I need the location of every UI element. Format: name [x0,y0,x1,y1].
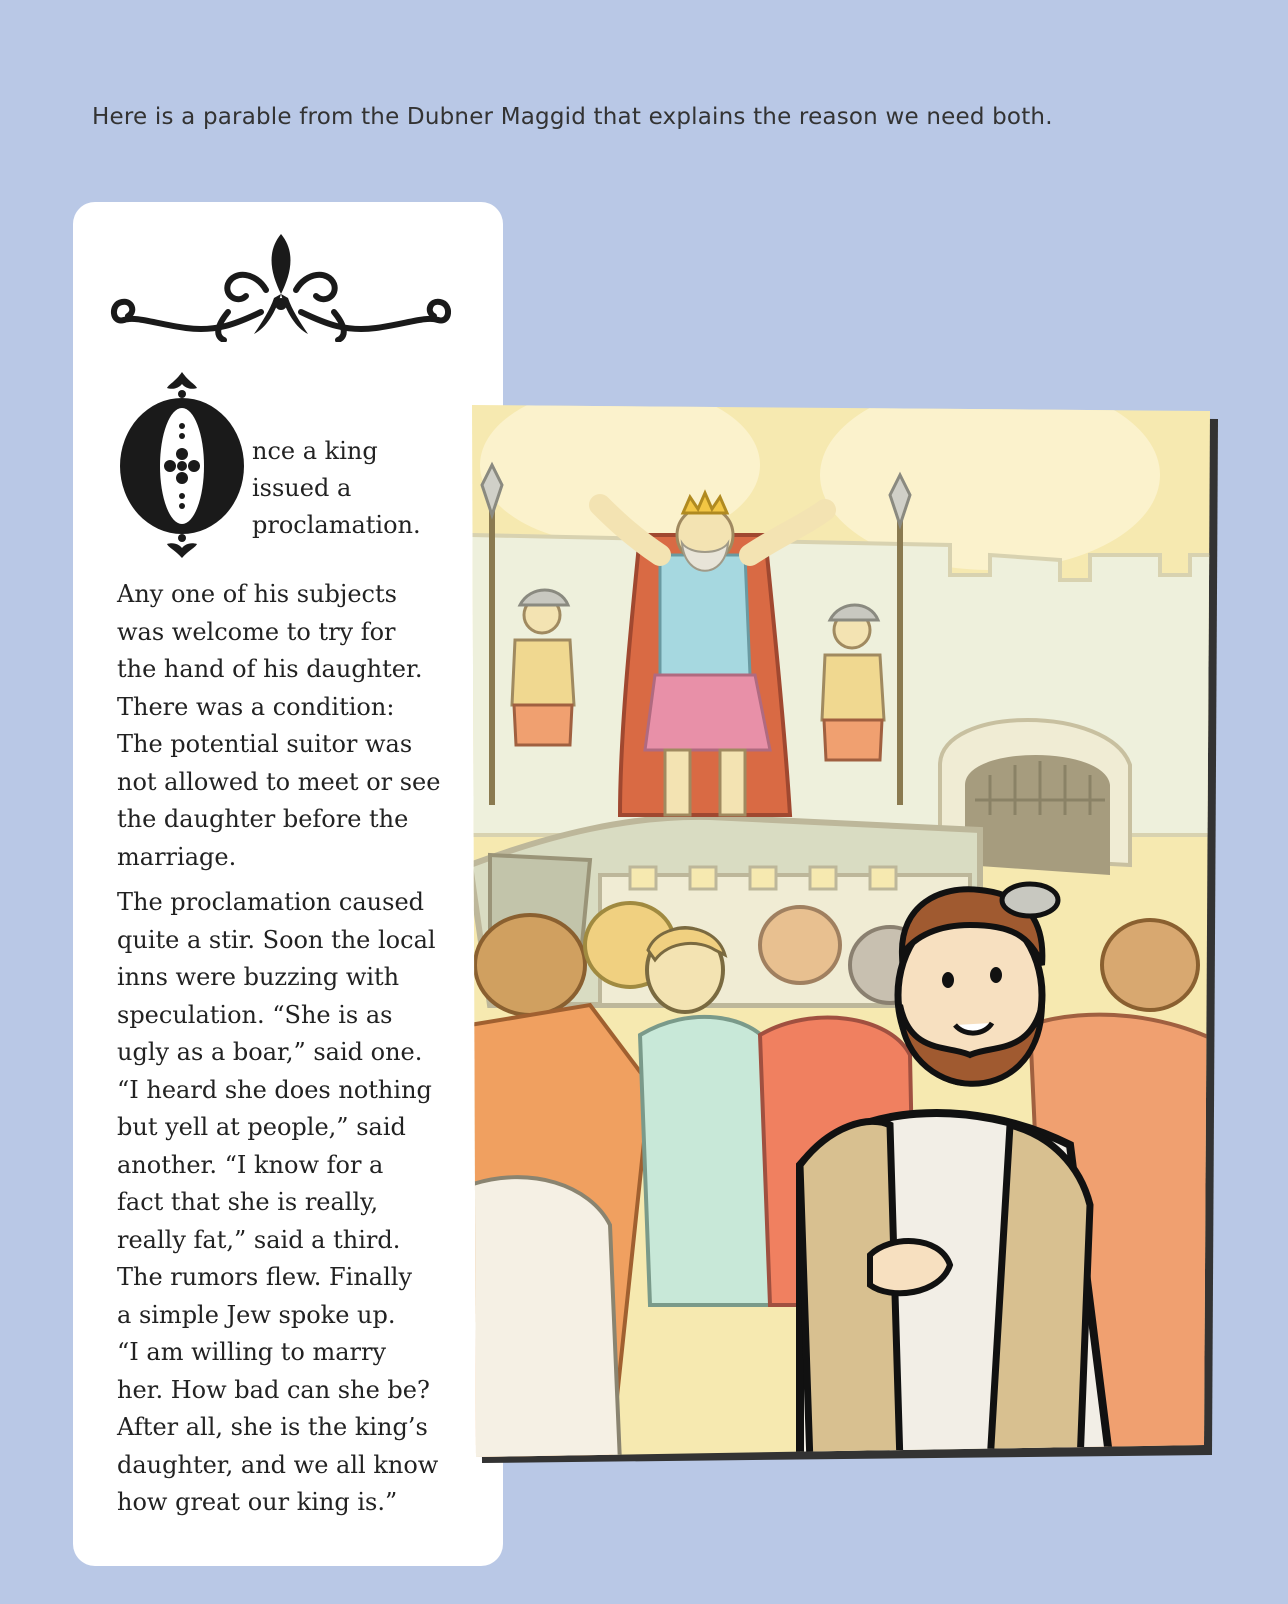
cap-line: proclamation. [252,511,421,539]
drop-cap-o [117,372,247,572]
cap-line: issued a [252,474,352,502]
paragraph-1: Any one of his subjects was welcome to try for the hand of his daughter. There was a condition: The potential suitor was not allowed to meet or see the daughter before the marriage. [117,580,441,871]
story-body [117,576,489,1530]
ornamental-flourish-icon [106,232,456,342]
story-card [73,202,503,1566]
illustration-king-proclamation [470,405,1224,1463]
cap-line: nce a king [252,437,378,465]
paragraph-2: The proclamation caused quite a stir. Soon the local inns were buzzing with speculation. “She is as ugly as a boar,” said one. “I heard she does nothing but yell at people,” said another. “I know for a fact that she is really, really fat,” said a third. The rumors flew. Finally a simple Jew spoke up. “I am willing to marry her. How bad can she be? After all, she is the king’s daughter, and we all know how great our king is.” [117,888,439,1516]
intro-text: Here is a parable from the Dubner Maggid that explains the reason we need both. [92,104,1053,130]
